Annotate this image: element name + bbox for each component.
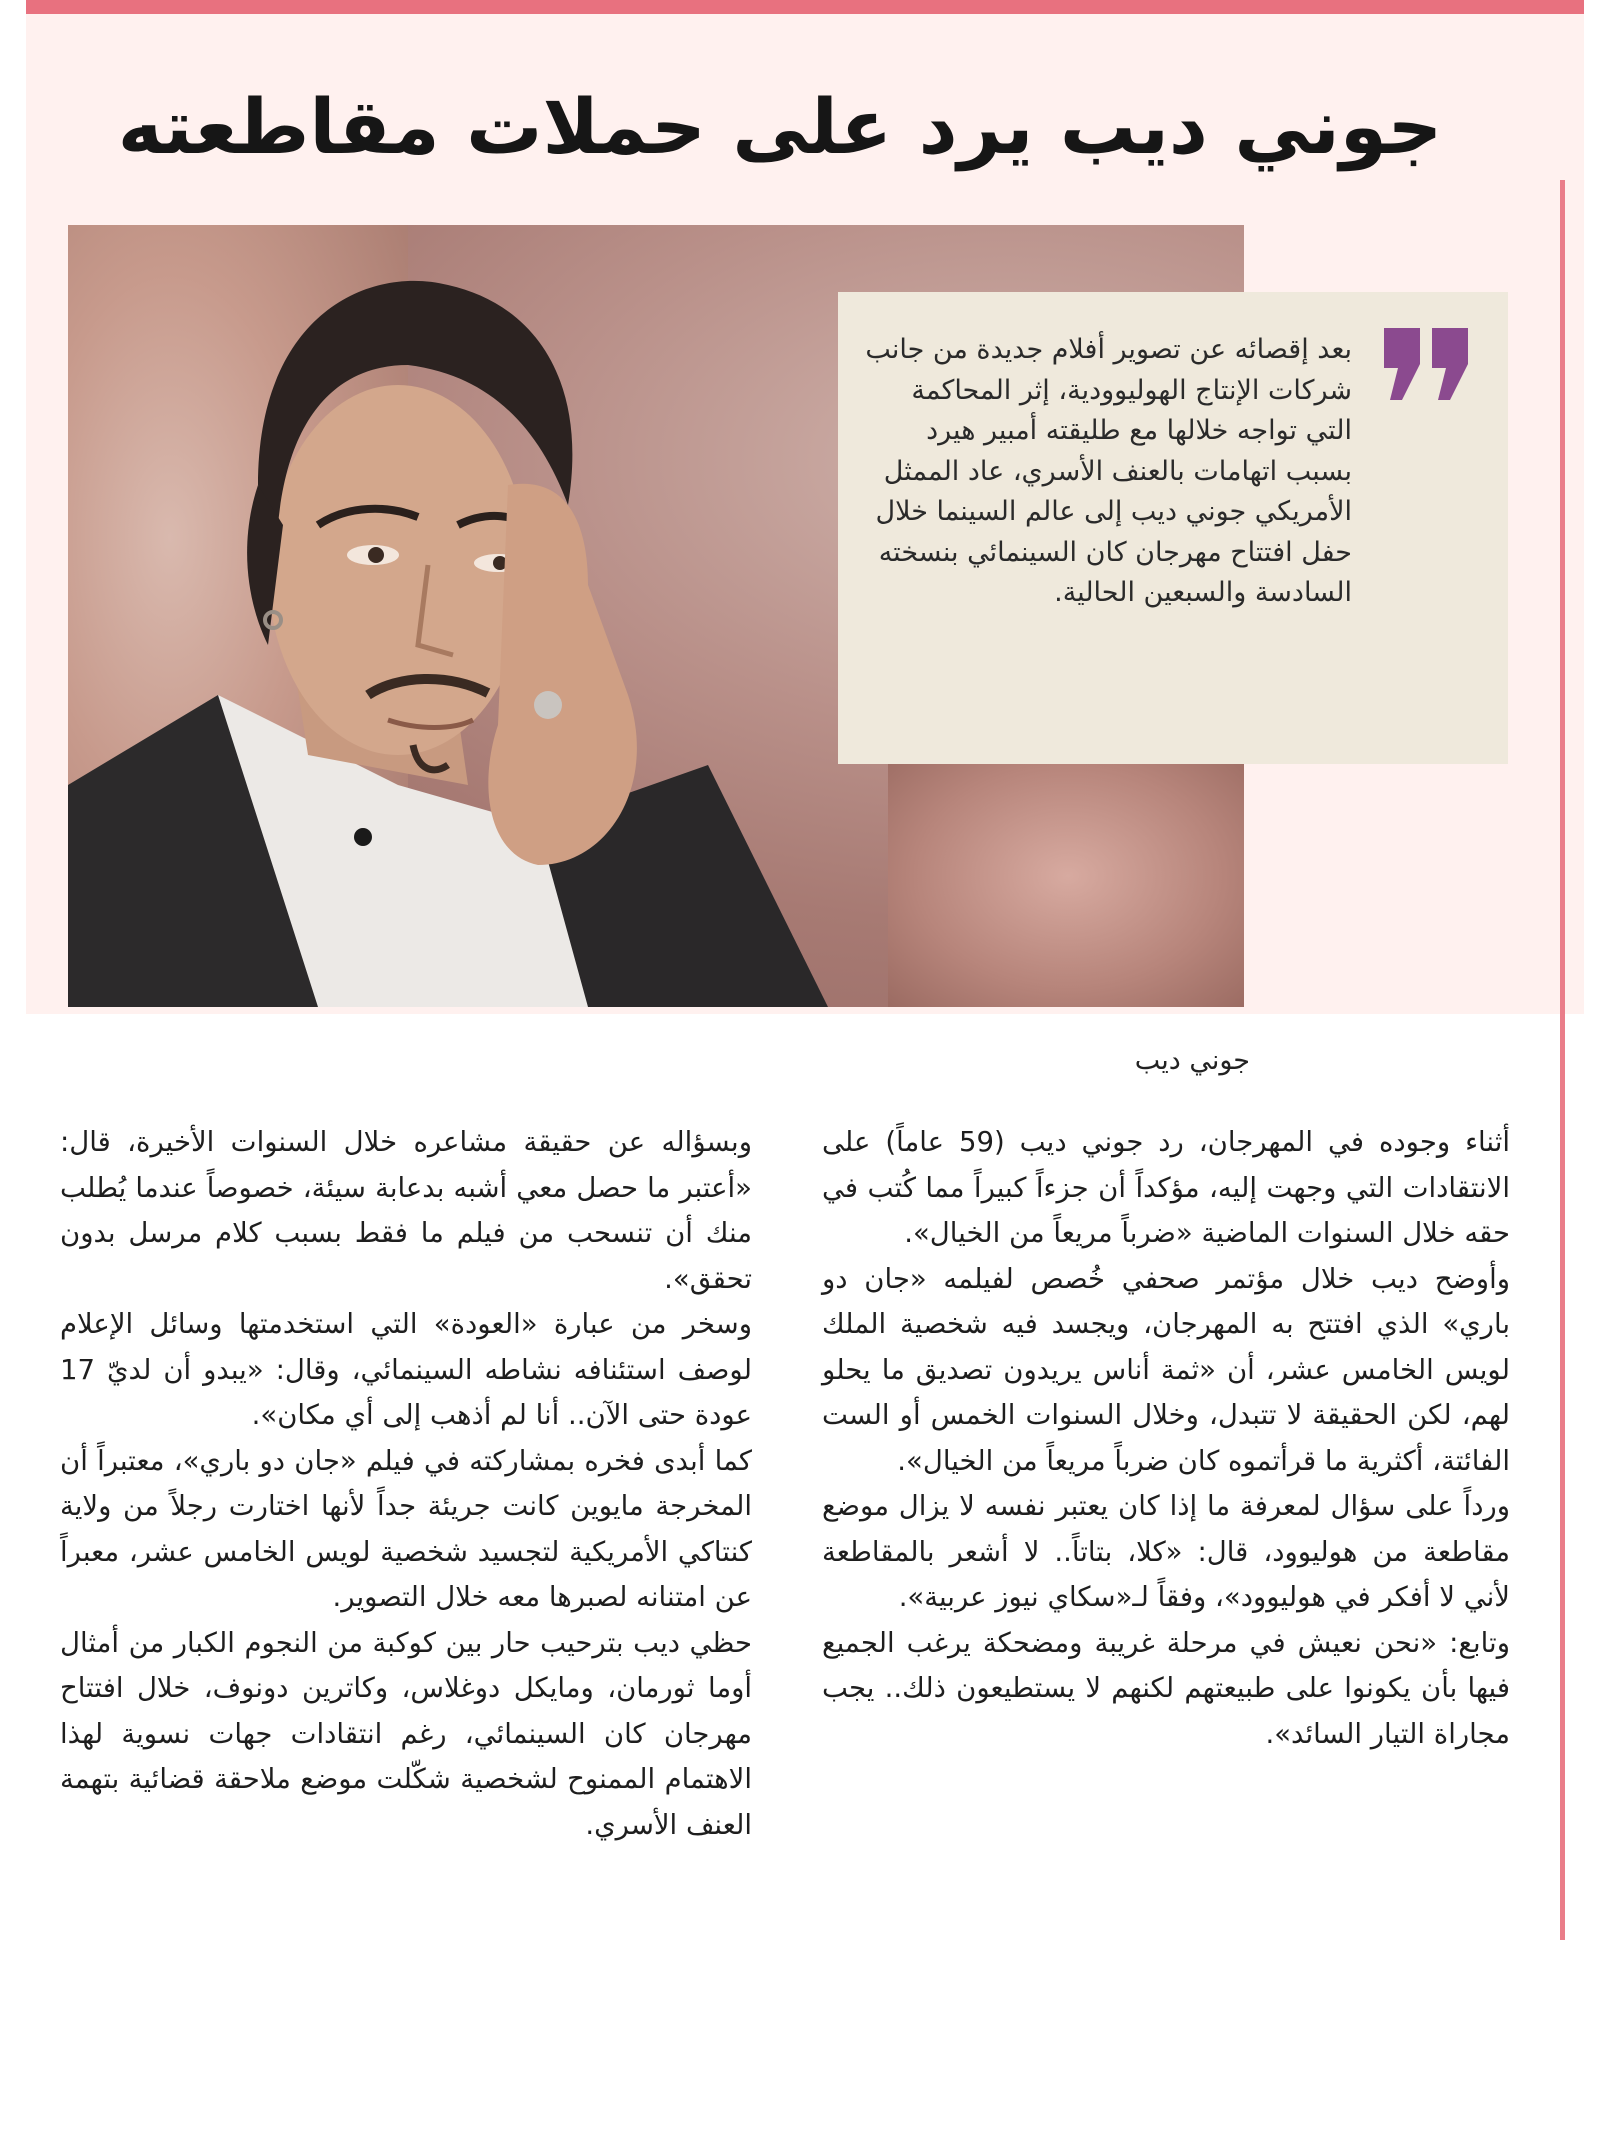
quote-mark-icon <box>1380 324 1472 404</box>
side-rule <box>1560 180 1565 1940</box>
top-accent-bar <box>26 0 1584 14</box>
article-column-right <box>822 1120 1510 1757</box>
pull-quote-text: بعد إقصائه عن تصوير أفلام جديدة من جانب شركات الإنتاج الهوليوودية، إثر المحاكمة التي تواجه خلالها مع طليقته أمبير هيرد بسبب اتهامات بالعنف الأسري، عاد الممثل الأمريكي جوني ديب إلى عالم السينما خلال حفل افتتاح مهرجان كان السينمائي بنسخته السادسة والسبعين الحالية. <box>865 334 1352 608</box>
paragraph: وبسؤاله عن حقيقة مشاعره خلال السنوات الأخيرة، قال: «أعتبر ما حصل معي أشبه بدعابة سيئة، خصوصاً عندما يُطلب منك أن تنسحب من فيلم ما فقط بسبب كلام مرسل بدون تحقق». <box>60 1126 752 1295</box>
paragraph: أثناء وجوده في المهرجان، رد جوني ديب (59 عاماً) على الانتقادات التي وجهت إليه، مؤكداً أن جزءاً كبيراً مما كُتب في حقه خلال السنوات الماضية «ضرباً مريعاً من الخيال». <box>822 1126 1510 1249</box>
paragraph: وأوضح ديب خلال مؤتمر صحفي خُصص لفيلمه «جان دو باري» الذي افتتح به المهرجان، ويجسد فيه شخصية الملك لويس الخامس عشر، أن «ثمة أناس يريدون تصديق ما يحلو لهم، لكن الحقيقة لا تتبدل، وخلال السنوات الخمس أو الست الفائتة، أكثرية ما قرأتموه كان ضرباً مريعاً من الخيال». <box>822 1262 1510 1477</box>
paragraph: وتابع: «نحن نعيش في مرحلة غريبة ومضحكة يرغب الجميع فيها بأن يكونوا على طبيعتهم لكنهم لا يستطيعون ذلك.. يجب مجاراة التيار السائد». <box>822 1626 1510 1750</box>
article-column-left <box>60 1120 752 1848</box>
headline: جوني ديب يرد على حملات مقاطعته <box>117 82 1443 171</box>
paragraph: كما أبدى فخره بمشاركته في فيلم «جان دو باري»، معتبراً أن المخرجة مايوين كانت جريئة جداً لأنها اختارت رجلاً من ولاية كنتاكي الأمريكية لتجسيد شخصية لويس الخامس عشر، معبراً عن امتنانه لصبرها معه خلال التصوير. <box>60 1444 752 1613</box>
paragraph: ورداً على سؤال لمعرفة ما إذا كان يعتبر نفسه لا يزال موضع مقاطعة من هوليوود، قال: «كلا، بتاتاً.. لا أشعر بالمقاطعة لأني لا أفكر في هوليوود»، وفقاً لـ«سكاي نيوز عربية». <box>822 1490 1510 1613</box>
paragraph: حظي ديب بترحيب حار بين كوكبة من النجوم الكبار من أمثال أوما ثورمان، ومايكل دوغلاس، وكاترين دونوف، خلال افتتاح مهرجان كان السينمائي، رغم انتقادات جهات نسوية لهذا الاهتمام الممنوح لشخصية شكّلت موضع ملاحقة قضائية بتهمة العنف الأسري. <box>60 1626 752 1841</box>
photo-caption: جوني ديب <box>1134 1045 1250 1076</box>
paragraph: وسخر من عبارة «العودة» التي استخدمتها وسائل الإعلام لوصف استئنافه نشاطه السينمائي، وقال: «يبدو أن لديّ 17 عودة حتى الآن.. أنا لم أذهب إلى أي مكان». <box>60 1308 752 1431</box>
